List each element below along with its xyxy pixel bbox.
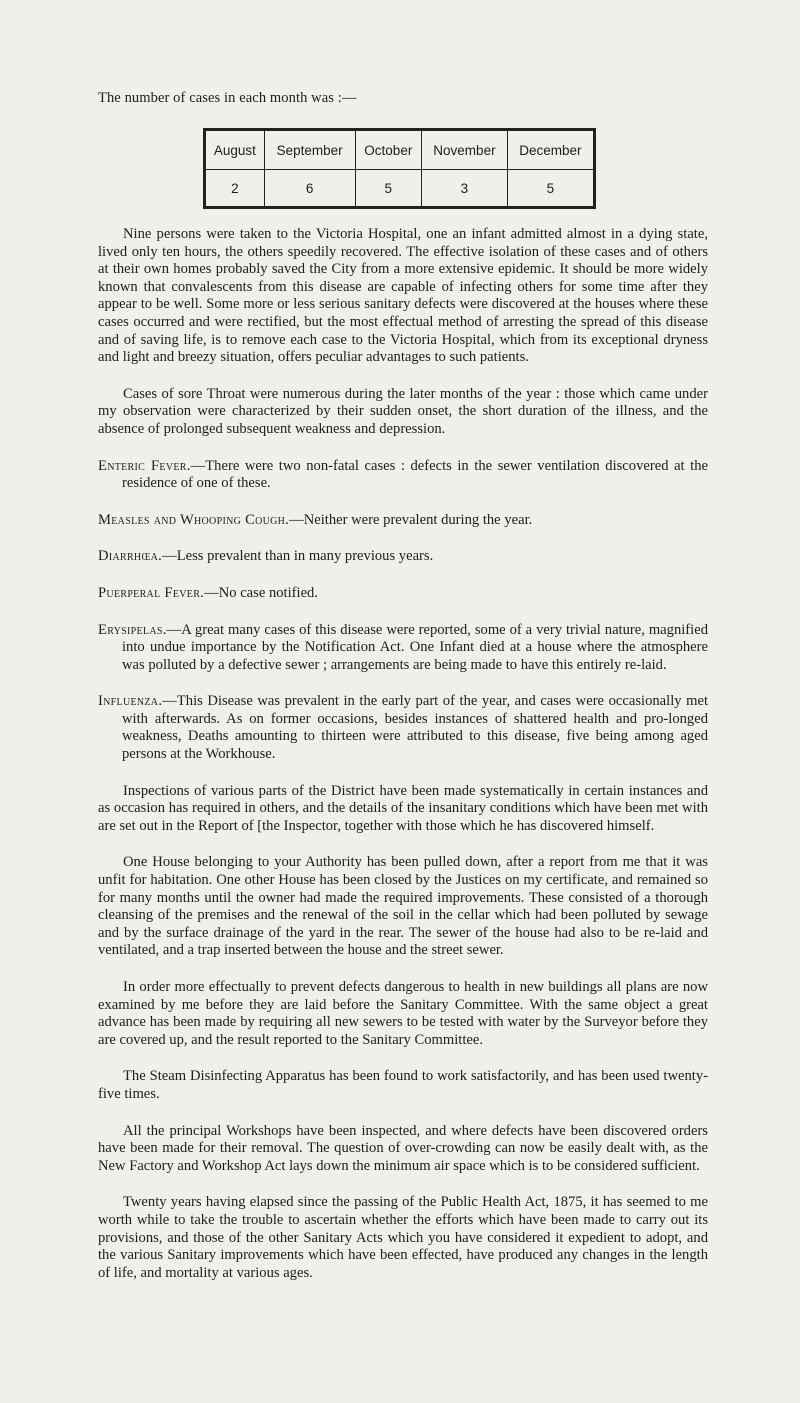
- paragraph-text: —This Disease was prevalent in the early part of the year, and cases were occasionally met with afterwards. As on former occasions, besides instances of shattered health and pro-longed weakness, Deaths amounting to thirteen were attributed to this disease, five being among aged persons at the Workhouse.: [122, 693, 708, 763]
- paragraph-building-plans: [98, 979, 708, 1049]
- intro-line: The number of cases in each month was :—: [98, 90, 357, 106]
- table-values-row: [205, 170, 595, 208]
- paragraph-victoria-hospital: [98, 226, 708, 367]
- paragraph-workshops: [98, 1123, 708, 1176]
- section-heading: Enteric Fever.: [98, 457, 191, 474]
- paragraph-text: Cases of sore Throat were numerous during the later months of the year : those which came under my observation were characterized by their sudden onset, the short duration of the illness, and the absence of prolonged subsequent weakness and depression.: [98, 385, 708, 437]
- header-cell-october: October: [355, 130, 421, 170]
- paragraph-twenty-years: [98, 1194, 708, 1282]
- paragraph-text: —No case notified.: [204, 584, 318, 601]
- value-cell-august: 2: [231, 180, 239, 196]
- paragraph-enteric-fever: [98, 458, 708, 493]
- monthly-cases-table: [203, 128, 596, 209]
- section-heading: Measles and Whooping Cough.: [98, 511, 290, 528]
- report-body: [98, 226, 708, 1301]
- header-cell-september: September: [264, 130, 355, 170]
- paragraph-sore-throat: [98, 386, 708, 439]
- value-cell-december: 5: [507, 170, 594, 208]
- section-heading: Diarrhœa.: [98, 548, 163, 565]
- paragraph-puerperal-fever: [98, 585, 708, 603]
- header-cell-august: August: [205, 130, 265, 170]
- paragraph-text: The Steam Disinfecting Apparatus has been found to work satisfactorily, and has been used twenty-five times.: [98, 1068, 708, 1102]
- paragraph-measles: [98, 512, 708, 530]
- value-cell-september: 6: [264, 170, 355, 208]
- paragraph-diarrhoea: [98, 548, 708, 566]
- paragraph-text: All the principal Workshops have been inspected, and where defects have been discovered orders have been made for their removal. The question of over-crowding can now be easily dealt with, as the New Factory and Workshop Act lays down the minimum air space which is to be considered sufficient.: [98, 1122, 708, 1174]
- value-cell-november: 3: [422, 170, 508, 208]
- paragraph-text: In order more effectually to prevent defects dangerous to health in new buildings all plans are now examined by me before they are laid before the Sanitary Committee. With the same object a great advance has been made by requiring all new sewers to be tested with water by the Surveyor before they are covered up, and the result reported to the Sanitary Committee.: [98, 979, 708, 1048]
- section-heading: Erysipelas.: [98, 621, 167, 638]
- paragraph-text: Inspections of various parts of the District have been made systematically in certain instances and as occasion has required in others, and the details of the insanitary conditions which have been met with are set out in the Report of [the Inspector, together with those which he has discovered himself.: [98, 782, 708, 834]
- paragraph-text: —Less prevalent than in many previous years.: [162, 548, 434, 565]
- section-heading: Influenza.: [98, 693, 163, 710]
- paragraph-text: —Neither were prevalent during the year.: [289, 511, 533, 528]
- header-cell-november: November: [422, 130, 508, 170]
- paragraph-text: —There were two non-fatal cases : defects in the sewer ventilation discovered at the residence of one of these.: [122, 457, 708, 492]
- paragraph-text: Twenty years having elapsed since the passing of the Public Health Act, 1875, it has seemed to me worth while to take the trouble to ascertain whether the efforts which have been made to carry out its provisions, and those of the other Sanitary Acts which you have considered it expedient to adopt, and the various Sanitary improvements which have been effected, have produced any changes in the length of life, and mortality at various ages.: [98, 1194, 708, 1281]
- paragraph-text: —A great many cases of this disease were reported, some of a very trivial nature, magnified into undue importance by the Notification Act. One Infant died at a house where the atmosphere was polluted by a defective sewer ; arrangements are being made to have this entirely re-laid.: [122, 621, 708, 673]
- table-header-row: [205, 130, 595, 170]
- paragraph-erysipelas: [98, 622, 708, 675]
- paragraph-influenza: [98, 693, 708, 763]
- paragraph-inspections: [98, 783, 708, 836]
- paragraph-house-pulled-down: [98, 854, 708, 960]
- value-cell-october: 5: [355, 170, 421, 208]
- paragraph-text: One House belonging to your Authority has been pulled down, after a report from me that it was unfit for habitation. One other House has been closed by the Justices on my certificate, and remained so for many months until the owner had made the required improvements. These consisted of a thorough cleansing of the premises and the renewal of the soil in the cellar which had been polluted by sewage and by the surface drainage of the yard in the rear. The sewer of the house had also to be re-laid and ventilated, and a trap inserted between the house and the street sewer.: [98, 854, 708, 959]
- paragraph-steam-disinfecting: [98, 1068, 708, 1103]
- header-cell-december: December: [507, 130, 594, 170]
- paragraph-text: Nine persons were taken to the Victoria Hospital, one an infant admitted almost in a dying state, lived only ten hours, the others speedily recovered. The effective isolation of these cases and of others at their own homes probably saved the City from a more extensive epidemic. It should be more widely known that convalescents from this disease are capable of infecting others for some time after they appear to be well. Some more or less serious sanitary defects were discovered at the houses where these cases occurred and were rectified, but the most effectual method of arresting the spread of this disease and of saving life, is to remove each case to the Victoria Hospital, which from its exceptional dryness and light and breezy situation, offers peculiar advantages to such patients.: [98, 226, 708, 366]
- section-heading: Puerperal Fever.: [98, 584, 205, 601]
